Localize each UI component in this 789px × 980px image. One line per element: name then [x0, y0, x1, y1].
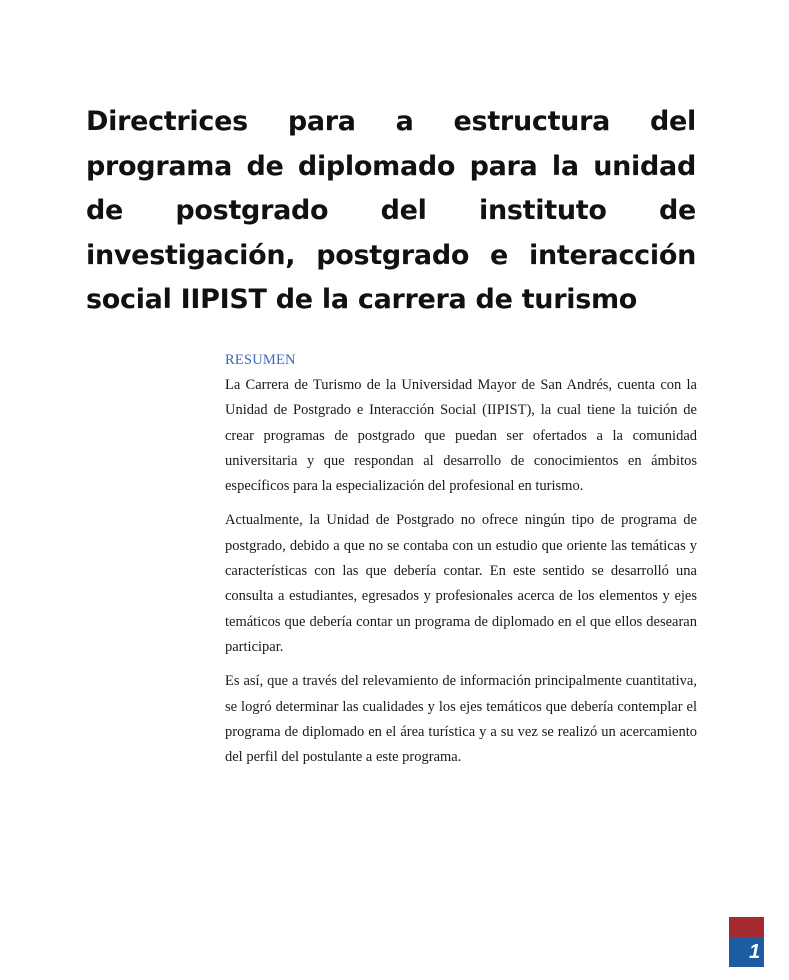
document-title: Directrices para a estructura del programa de diplomado para la unidad de postgrado del instituto de investigación, postgrado e interacción social IIPIST de la carrera de turismo: [86, 106, 696, 315]
abstract-paragraph-1: La Carrera de Turismo de la Universidad Mayor de San Andrés, cuenta con la Unidad de Postgrado e Interacción Social (IIPIST), la cual tiene la tuición de crear programas de postgrado que puedan ser ofertados a la comunidad universitaria y que respondan al desarrollo de conocimientos en ámbitos específicos para la especialización del profesional en turismo.: [225, 377, 697, 495]
page-tab-accent: [729, 917, 764, 937]
abstract-section: [225, 348, 697, 779]
abstract-paragraph-3: Es así, que a través del relevamiento de información principalmente cuantitativa, se logró determinar las cualidades y los ejes temáticos que debería contemplar el programa de diplomado en el área turística y a su vez se realizó un acercamiento del perfil del postulante a este programa.: [225, 673, 697, 766]
abstract-heading: RESUMEN: [225, 352, 296, 368]
abstract-paragraph-2: Actualmente, la Unidad de Postgrado no ofrece ningún tipo de programa de postgrado, debido a que no se contaba con un estudio que oriente las temáticas y características con las que debería contar. En este sentido se desarrolló una consulta a estudiantes, egresados y profesionales acerca de los elementos y ejes temáticos que debería contar un programa de diplomado en el que ellos desearan participar.: [225, 512, 697, 655]
page-number: 1: [749, 941, 761, 963]
